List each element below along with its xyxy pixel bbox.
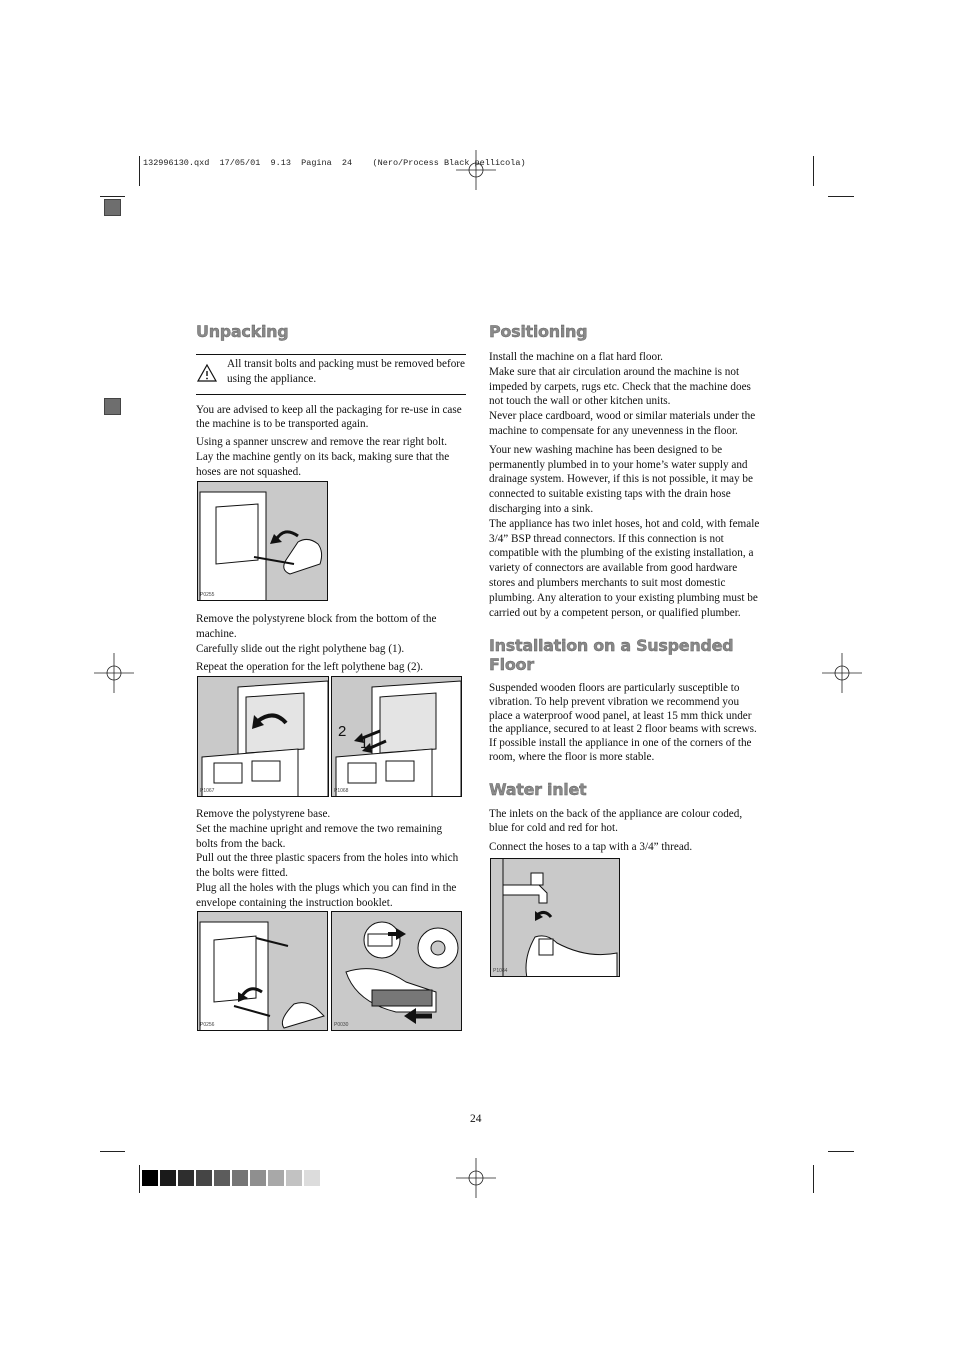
figure-plastic-spacers bbox=[331, 911, 462, 1031]
water-inlet-paragraph: Connect the hoses to a tap with a 3/4” thread. bbox=[489, 841, 693, 854]
crop-mark-bottom-right-v bbox=[813, 1165, 814, 1193]
page-number: 24 bbox=[470, 1113, 482, 1125]
slug-line: 132996130.qxd 17/05/01 9.13 Pagina 24 (Nero/Process Black pellicola) bbox=[143, 158, 526, 168]
unpacking-paragraph: Pull out the three plastic spacers from the holes into which the bolts were fitted. bbox=[196, 852, 459, 880]
unpacking-paragraph: Remove the polystyrene block from the bottom of the machine. bbox=[196, 613, 437, 640]
figure-code: P0256 bbox=[200, 1022, 215, 1028]
crop-mark-top-right-h bbox=[828, 196, 854, 197]
figure-remaining-bolts bbox=[197, 911, 328, 1031]
figure-code: P1068 bbox=[334, 788, 349, 794]
unpacking-paragraph: Using a spanner unscrew and remove the rear right bolt. Lay the machine gently on its back, making sure that the hoses are not squashed. bbox=[196, 436, 450, 478]
color-bar-swatch bbox=[178, 1170, 194, 1186]
registration-mark-icon bbox=[456, 1158, 496, 1198]
crop-mark-top-right-v bbox=[813, 156, 814, 186]
crop-mark-top-left-h bbox=[100, 196, 125, 197]
heading-suspended-floor: Installation on a Suspended Floor bbox=[489, 636, 734, 675]
color-bar-swatch bbox=[250, 1170, 266, 1186]
heading-water-inlet: Water inlet bbox=[489, 779, 587, 799]
color-bar-swatch bbox=[304, 1170, 320, 1186]
figure-code: P0030 bbox=[334, 1022, 349, 1028]
registration-mark-icon bbox=[822, 653, 862, 693]
margin-marker bbox=[104, 398, 121, 415]
water-inlet-paragraph: The inlets on the back of the appliance are colour coded, blue for cold and red for hot. bbox=[489, 807, 743, 835]
machine-back-illustration bbox=[198, 482, 328, 601]
figure-label: 1 bbox=[360, 735, 369, 752]
color-bar-swatch bbox=[286, 1170, 302, 1186]
crop-mark-bottom-left-v bbox=[139, 1165, 140, 1193]
figure-code: P0255 bbox=[200, 592, 215, 598]
polythene-bags-illustration bbox=[332, 677, 462, 797]
positioning-paragraph: Never place cardboard, wood or similar materials under the machine to compensate for any unevenness in the floor. bbox=[489, 410, 756, 437]
unpacking-paragraph: You are advised to keep all the packaging for re-use in case the machine is to be transported again. bbox=[196, 403, 462, 431]
spacers-plugs-illustration bbox=[332, 912, 462, 1031]
figure-polythene-bag-left bbox=[331, 676, 462, 797]
figure-tap-connection bbox=[490, 858, 620, 977]
figure-label: 2 bbox=[338, 723, 347, 740]
positioning-paragraph: Make sure that air circulation around the machine is not impeded by carpets, rugs etc. Check that the machine does not touch the wall or other kitchen units. bbox=[489, 365, 751, 408]
heading-unpacking: Unpacking bbox=[196, 322, 289, 341]
figure-code: P1067 bbox=[200, 788, 215, 794]
margin-marker bbox=[104, 199, 121, 216]
unpacking-paragraph: Plug all the holes with the plugs which you can find in the envelope containing the instruction booklet. bbox=[196, 881, 457, 909]
color-bar-swatch bbox=[232, 1170, 248, 1186]
unpacking-paragraph: Repeat the operation for the left polythene bag (2). bbox=[196, 661, 424, 674]
polystyrene-block-illustration bbox=[198, 677, 329, 797]
positioning-paragraph: Your new washing machine has been designed to be permanently plumbed in to your home’s water supply and drainage system. However, if this is not possible, it may be connected to suitable existing taps with the drain hose discharging into a sink. bbox=[489, 443, 753, 515]
suspended-floor-paragraph: Suspended wooden floors are particularly susceptible to vibration. To help prevent vibration we recommend you place a waterproof wood panel, at least 15 mm thick under the appliance, secured to at least 2 floor beams with screws. If possible install the appliance in one of the corners of the room, where the floor is more stable. bbox=[489, 682, 757, 763]
positioning-paragraph: Install the machine on a flat hard floor. bbox=[489, 351, 663, 363]
unpacking-paragraph: Set the machine upright and remove the two remaining bolts from the back. bbox=[196, 822, 443, 850]
crop-mark-bottom-left-h bbox=[100, 1151, 125, 1152]
heading-positioning: Positioning bbox=[489, 322, 588, 341]
left-column-middle bbox=[196, 612, 466, 675]
color-bar-swatch bbox=[196, 1170, 212, 1186]
registration-mark-icon bbox=[456, 150, 496, 190]
unpacking-paragraph: Remove the polystyrene base. bbox=[196, 808, 331, 820]
registration-mark-icon bbox=[94, 653, 134, 693]
color-bar-swatch bbox=[142, 1170, 158, 1186]
color-bar-swatch bbox=[160, 1170, 176, 1186]
left-column-lower bbox=[196, 807, 466, 911]
positioning-paragraph: The appliance has two inlet hoses, hot and cold, with female 3/4” BSP thread connectors. If this connection is not compatible with the plumbing of the existing installation, a variety of connectors are available from good hardware stores and plumbers merchants to suit most domestic plumbing. Any alteration to your existing plumbing must be carried out by a competent person, or qualified plumber. bbox=[489, 517, 760, 619]
remove-bolts-illustration bbox=[198, 912, 328, 1031]
warning-text: All transit bolts and packing must be removed before using the appliance. bbox=[227, 358, 465, 385]
warning-box bbox=[196, 354, 466, 395]
crop-mark-bottom-right-h bbox=[828, 1151, 854, 1152]
warning-triangle-icon bbox=[196, 363, 218, 383]
color-bar-swatch bbox=[268, 1170, 284, 1186]
figure-polythene-bag-right bbox=[197, 676, 329, 797]
crop-mark-top-left-v bbox=[139, 156, 140, 186]
unpacking-paragraph: Carefully slide out the right polythene bag (1). bbox=[196, 642, 405, 655]
figure-spanner-bolt bbox=[197, 481, 328, 601]
left-column bbox=[196, 322, 466, 480]
right-column bbox=[489, 322, 761, 855]
color-bar-swatch bbox=[214, 1170, 230, 1186]
figure-code: P1084 bbox=[493, 968, 508, 974]
tap-hose-illustration bbox=[491, 859, 620, 977]
